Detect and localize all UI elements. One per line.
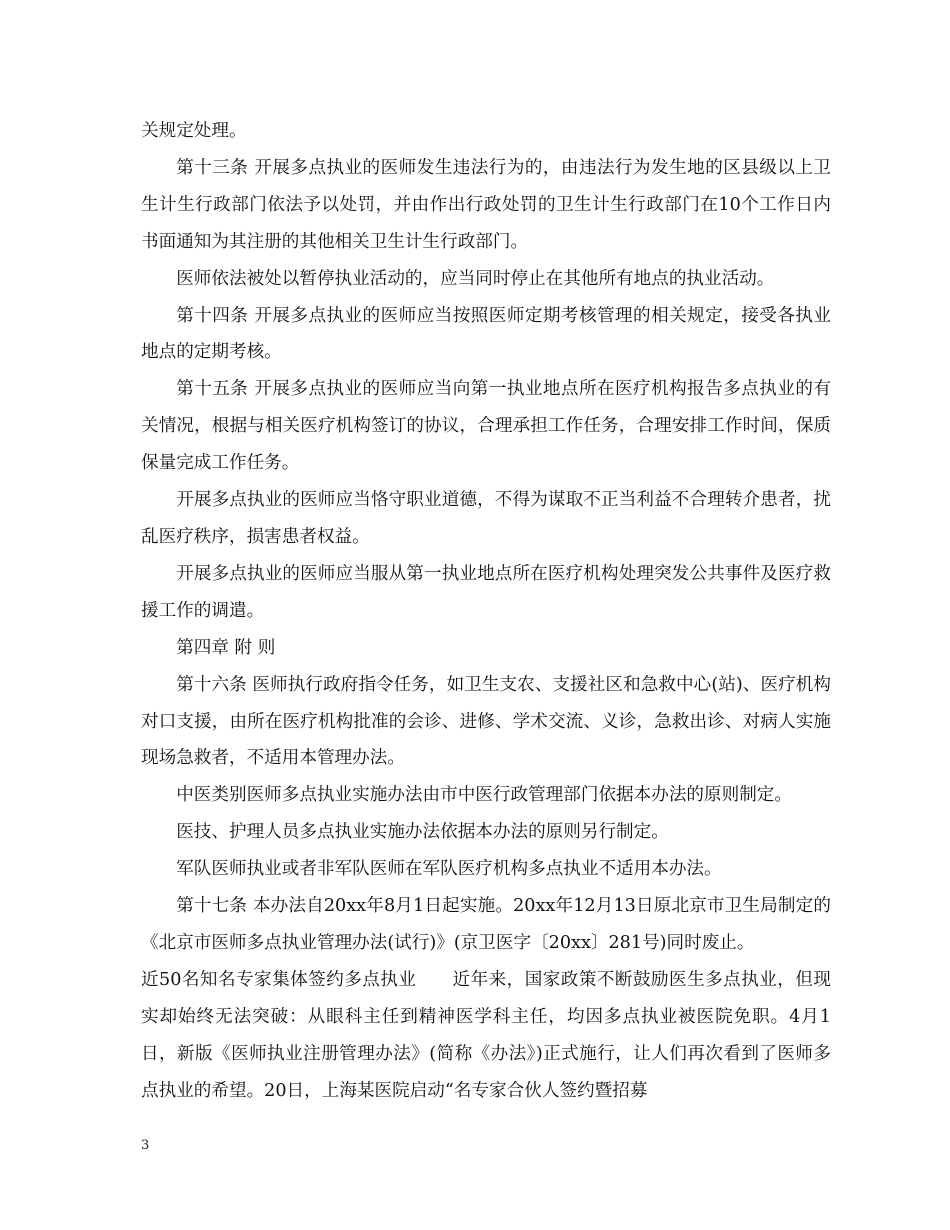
paragraph: 开展多点执业的医师应当恪守职业道德，不得为谋取不正当利益不合理转介患者，扰乱医疗秩序，损害患者权益。	[141, 490, 831, 547]
article-15-paragraph: 第十五条 开展多点执业的医师应当向第一执业地点所在医疗机构报告多点执业的有关情况，根据与相关医疗机构签订的协议，合理承担工作任务，合理安排工作时间，保质保量完成工作任务。	[141, 379, 831, 474]
article-16-paragraph: 第十六条 医师执行政府指令任务，如卫生支农、支援社区和急救中心(站)、医疗机构对口支援，由所在医疗机构批准的会诊、进修、学术交流、义诊，急救出诊、对病人实施现场急救者，不适用本管理办法。	[141, 674, 831, 769]
page-number: 3	[141, 1138, 150, 1153]
chapter-heading: 第四章 附 则	[176, 637, 276, 658]
article-13-paragraph: 第十三条 开展多点执业的医师发生违法行为的，由违法行为发生地的区县级以上卫生计生行政部门依法予以处罚，并由作出行政处罚的卫生计生行政部门在10个工作日内书面通知为其注册的其他相关卫生计生行政部门。	[141, 157, 831, 252]
paragraph: 军队医师执业或者非军队医师在军队医疗机构多点执业不适用本办法。	[176, 859, 722, 880]
article-14-paragraph: 第十四条 开展多点执业的医师应当按照医师定期考核管理的相关规定，接受各执业地点的定期考核。	[141, 305, 831, 363]
news-paragraph: 近50名知名专家集体签约多点执业 近年来，国家政策不断鼓励医生多点执业，但现实却始终无法突破：从眼科主任到精神医学科主任，均因多点执业被医院免职。4月1日，新版《医师执业注册管理办法》(简称《办法》)正式施行，让人们再次看到了医师多点执业的希望。20日，上海某医院启动“名专家合伙人签约暨招募	[141, 969, 831, 1101]
paragraph: 中医类别医师多点执业实施办法由市中医行政管理部门依据本办法的原则制定。	[176, 785, 792, 806]
paragraph: 关规定处理。	[141, 121, 247, 141]
document-body	[141, 113, 831, 1109]
paragraph: 医师依法被处以暂停执业活动的，应当同时停止在其他所有地点的执业活动。	[176, 268, 775, 289]
paragraph: 开展多点执业的医师应当服从第一执业地点所在医疗机构处理突发公共事件及医疗救援工作的调遣。	[141, 563, 831, 621]
paragraph: 医技、护理人员多点执业实施办法依据本办法的原则另行制定。	[176, 822, 669, 843]
article-17-paragraph: 第十七条 本办法自20xx年8月1日起实施。20xx年12月13日原北京市卫生局制定的《北京市医师多点执业管理办法(试行)》(京卫医字〔20xx〕281号)同时废止。	[141, 896, 831, 953]
